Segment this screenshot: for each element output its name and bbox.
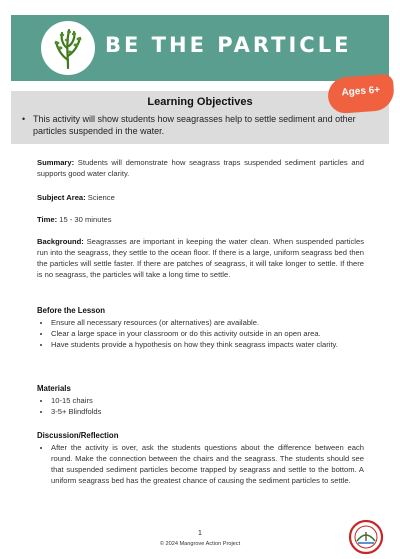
subject-block: [37, 192, 364, 203]
before-lesson-list: [37, 317, 364, 350]
page-title: BE THE PARTICLE: [105, 33, 352, 57]
page-number: 1: [198, 530, 202, 537]
summary-paragraph: [37, 157, 364, 179]
materials-section: [37, 383, 364, 417]
objectives-list: [22, 113, 383, 137]
discussion-section: [37, 430, 364, 486]
mangrove-action-project-seal-icon: [348, 519, 384, 555]
logo-badge: [41, 21, 95, 75]
seagrass-icon: [48, 26, 88, 70]
discussion-list: [37, 442, 364, 486]
background-paragraph: [37, 236, 364, 280]
time-text: 15 - 30 minutes: [57, 215, 112, 224]
before-lesson-title: Before the Lesson: [37, 306, 106, 315]
materials-list: [37, 395, 364, 417]
list-item: • 3-5+ Blindfolds: [51, 406, 364, 417]
summary-text: Students will demonstrate how seagrass traps suspended sediment particles and supports good water clarity.: [37, 158, 364, 178]
list-item: • Ensure all necessary resources (or alternatives) are available.: [51, 317, 364, 328]
header-banner: [11, 15, 389, 81]
materials-title: Materials: [37, 384, 71, 393]
before-lesson-section: [37, 305, 364, 350]
background-text: Seagrasses are important in keeping the water clean. When suspended particles run into the seagrass, they settle to the ocean floor. If there is a large, uniform seagrass bed then the particles will settle faster. If there are patches of seagrass, it will take longer to settle. If there is no seagrass, the particles will take a long time to settle.: [37, 237, 364, 279]
summary-block: [37, 157, 364, 179]
age-badge-label: Ages 6+: [341, 84, 381, 99]
list-item: • 10-15 chairs: [51, 395, 364, 406]
copyright-text: © 2024 Mangrove Action Project: [159, 541, 241, 547]
subject-label: Subject Area:: [37, 193, 86, 202]
time-label: Time:: [37, 215, 58, 224]
list-item: • After the activity is over, ask the students questions about the difference between each round. Make the connection between the chairs and the seagrass. The students should see that suspended sediment particles become trapped by seagrass and settle to the bottom. A uniform seagrass bed has the greatest chance of causing the sediment particles to settle.: [51, 442, 364, 486]
discussion-title: Discussion/Reflection: [37, 431, 119, 440]
subject-text: Science: [85, 193, 115, 202]
list-item: • Have students provide a hypothesis on how they think seagrass impacts water clarity.: [51, 339, 364, 350]
objective-item: This activity will show students how seagrasses help to settle sediment and other particles suspended in the water.: [33, 114, 356, 136]
background-label: Background:: [37, 237, 84, 246]
bullet-icon: •: [22, 114, 26, 124]
summary-label: Summary:: [37, 158, 75, 167]
list-item: • Clear a large space in your classroom or do this activity outside in an open area.: [51, 328, 364, 339]
background-block: [37, 236, 364, 280]
objectives-title: Learning Objectives: [147, 96, 253, 108]
time-block: [37, 214, 364, 225]
